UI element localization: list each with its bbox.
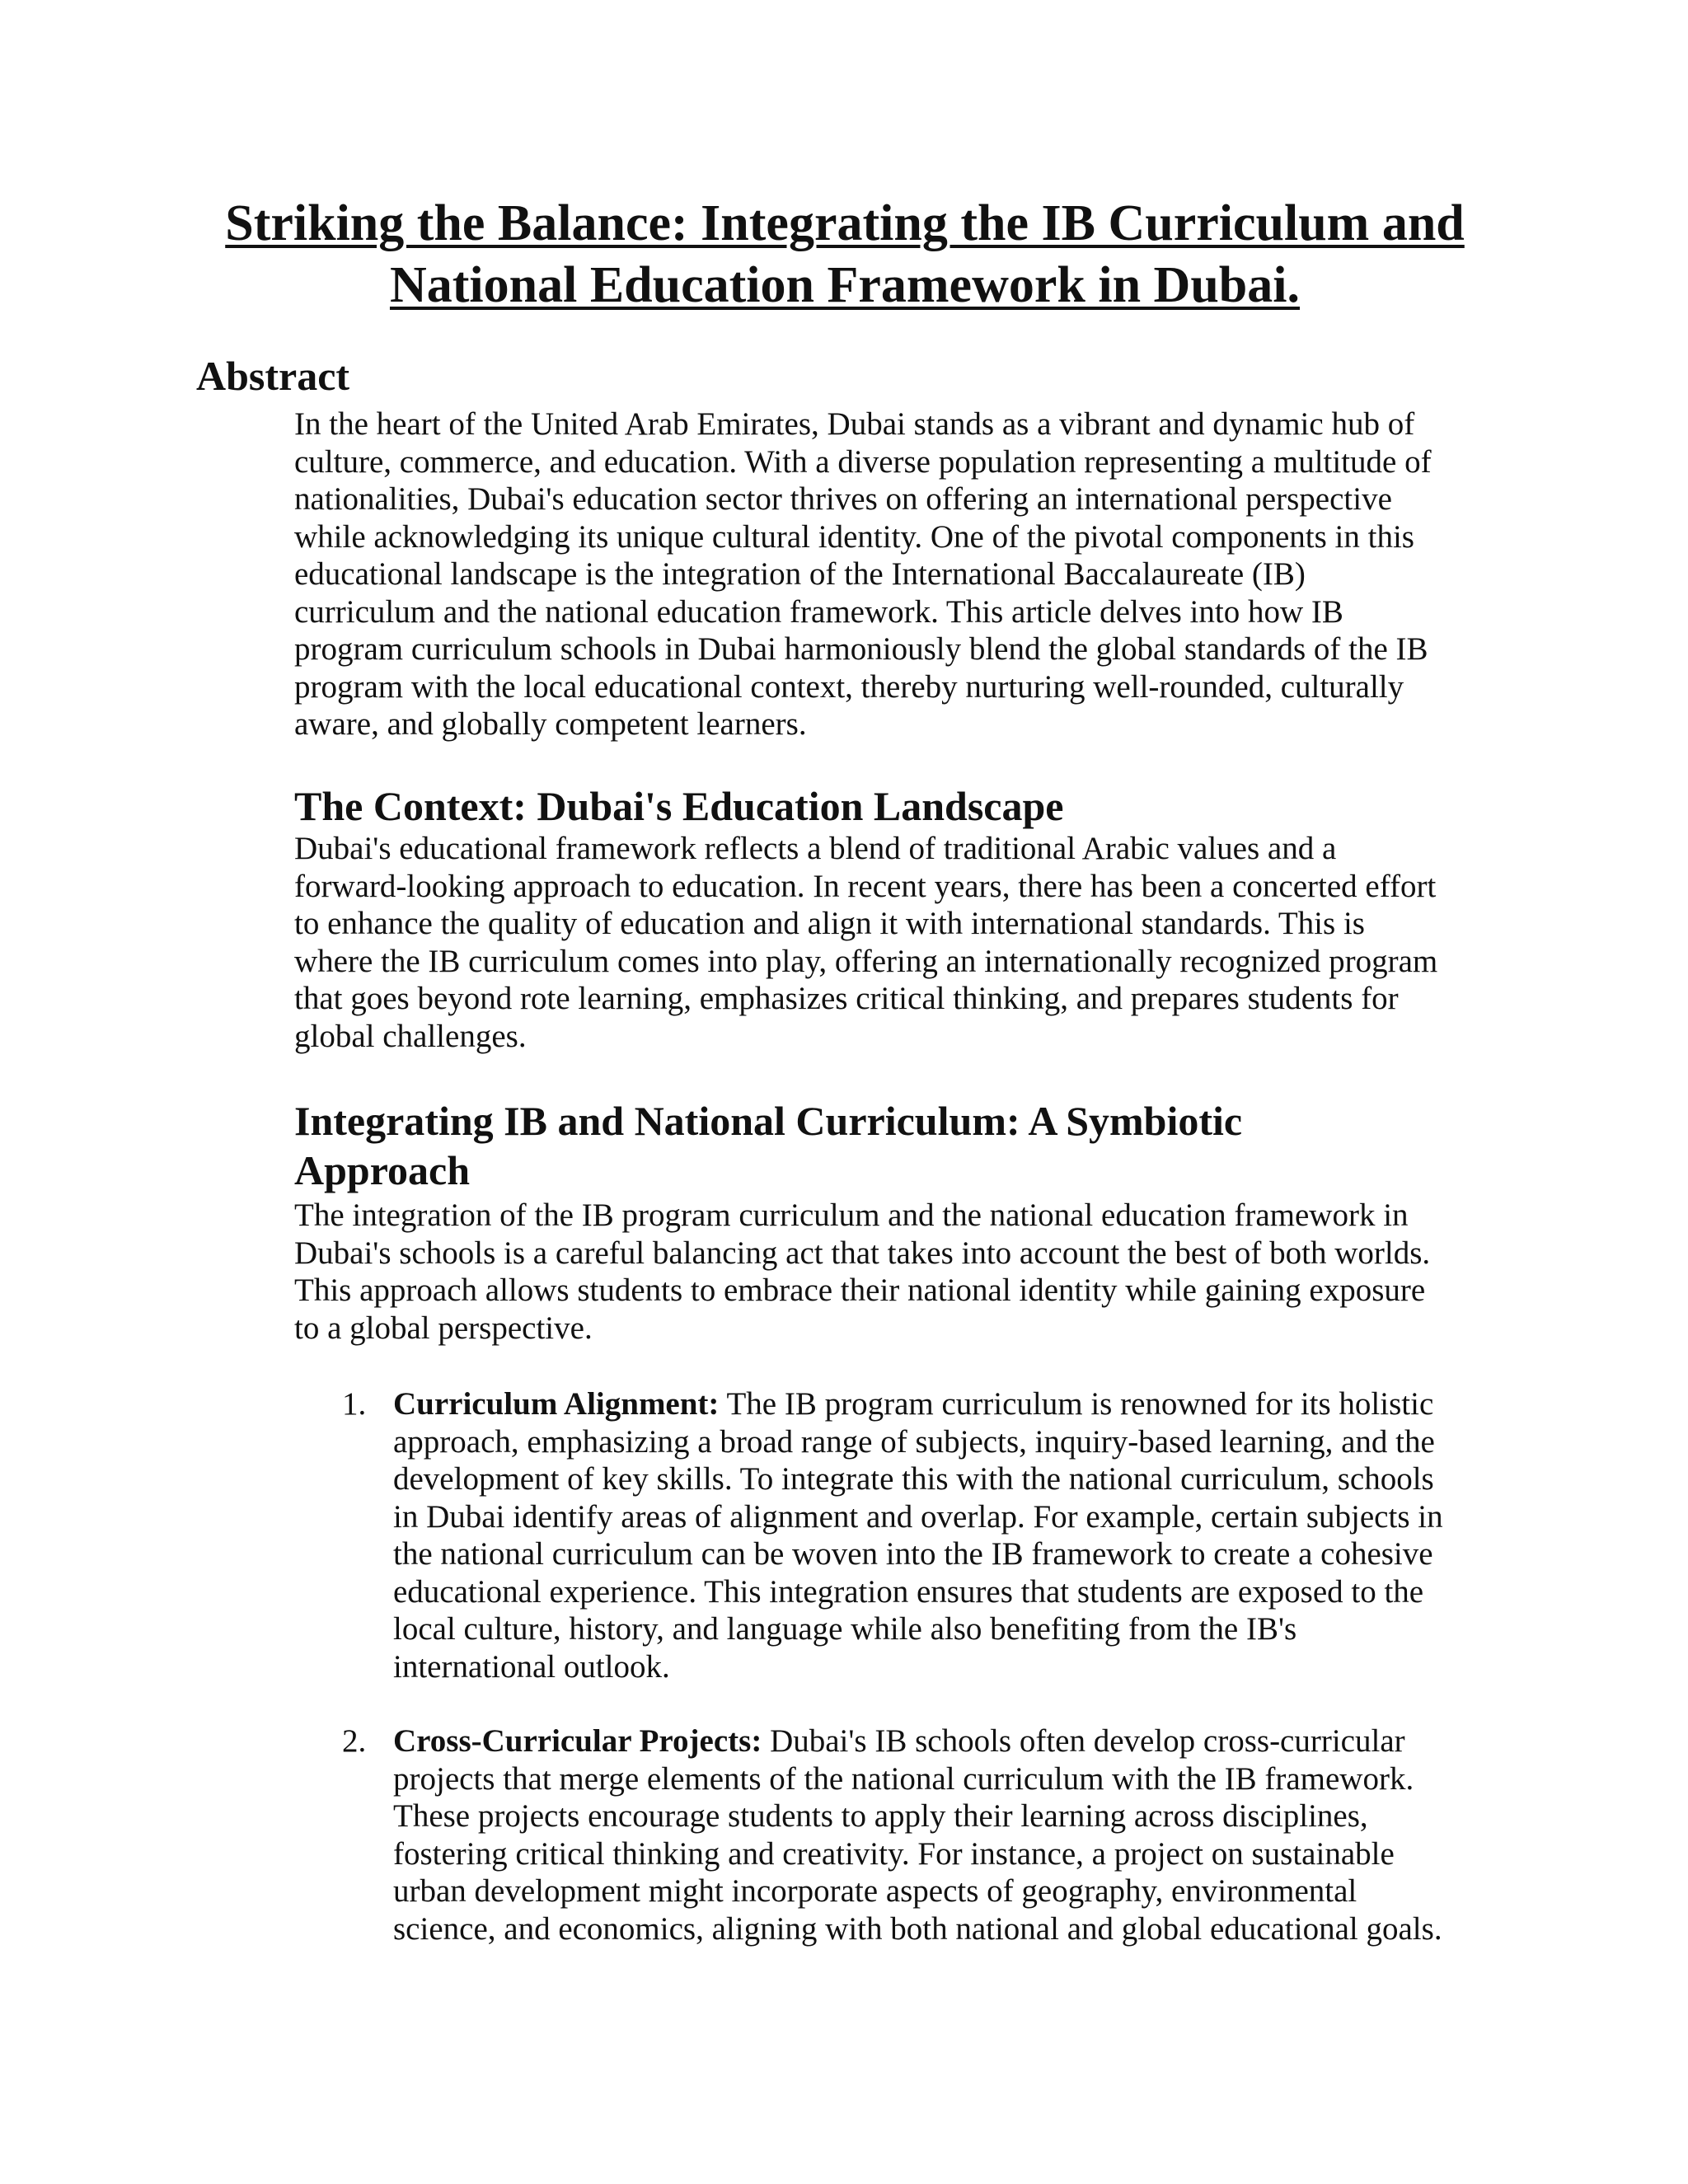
text-line: science, and economics, aligning with both national and global educational goals.: [393, 1910, 1442, 1947]
heading-line: Approach: [294, 1147, 471, 1193]
text-line: culture, commerce, and education. With a diverse population representing a multitude of: [294, 443, 1432, 480]
text-line: local culture, history, and language while also benefiting from the IB's: [393, 1611, 1297, 1647]
text-line: The integration of the IB program curriculum and the national education framework in: [294, 1197, 1409, 1233]
integrating-heading: [294, 1096, 1242, 1195]
text-line: educational experience. This integration ensures that students are exposed to the: [393, 1573, 1424, 1610]
list-item-body: [393, 1385, 1443, 1685]
text-line: forward-looking approach to education. In recent years, there has been a concerted effort: [294, 868, 1437, 904]
text-line: international outlook.: [393, 1648, 670, 1685]
text-line: curriculum and the national education framework. This article delves into how IB: [294, 593, 1343, 630]
integrating-paragraph: [294, 1197, 1506, 1347]
context-paragraph: [294, 830, 1506, 1055]
title-line: National Education Framework in Dubai.: [389, 257, 1301, 313]
text-line: that goes beyond rote learning, emphasizes critical thinking, and prepares students for: [294, 981, 1399, 1016]
context-heading: [294, 781, 1064, 831]
text-line: nationalities, Dubai's education sector thrives on offering an international perspective: [294, 481, 1392, 517]
document-title: [190, 193, 1500, 316]
text-line: In the heart of the United Arab Emirates, Dubai stands as a vibrant and dynamic hub of: [294, 406, 1415, 442]
text-line: projects that merge elements of the national curriculum with the IB framework.: [393, 1760, 1414, 1797]
list-item-body: [393, 1722, 1442, 1947]
heading-line: Integrating IB and National Curriculum: A Symbiotic: [294, 1098, 1243, 1144]
heading-line: The Context: Dubai's Education Landscape: [294, 783, 1064, 829]
text-line: urban development might incorporate aspects of geography, environmental: [393, 1873, 1357, 1909]
text-line: while acknowledging its unique cultural identity. One of the pivotal components in this: [294, 518, 1414, 555]
text-line: to a global perspective.: [294, 1310, 593, 1346]
abstract-paragraph: [294, 405, 1506, 743]
text-line: educational landscape is the integration of the International Baccalaureate (IB): [294, 556, 1306, 592]
title-line: Striking the Balance: Integrating the IB Curriculum and: [225, 195, 1465, 251]
text-line: These projects encourage students to apply their learning across disciplines,: [393, 1798, 1368, 1834]
list-item-text: The IB program curriculum is renowned for its holistic: [719, 1386, 1434, 1422]
text-line: development of key skills. To integrate this with the national curriculum, schools: [393, 1461, 1434, 1497]
text-line: [393, 1722, 1442, 1760]
list-number: 1.: [342, 1386, 367, 1422]
list-item-label: Curriculum Alignment:: [393, 1386, 720, 1422]
text-line: program with the local educational context, thereby nurturing well-rounded, culturally: [294, 668, 1404, 705]
text-line: where the IB curriculum comes into play, offering an internationally recognized program: [294, 943, 1438, 979]
text-line: fostering critical thinking and creativity. For instance, a project on sustainable: [393, 1835, 1395, 1872]
text-line: [393, 1385, 1443, 1423]
list-number: 2.: [342, 1723, 367, 1759]
text-line: approach, emphasizing a broad range of subjects, inquiry-based learning, and the: [393, 1423, 1435, 1460]
abstract-heading: Abstract: [196, 353, 350, 399]
text-line: This approach allows students to embrace their national identity while gaining exposure: [294, 1272, 1426, 1308]
text-line: global challenges.: [294, 1018, 527, 1054]
list-item-text: Dubai's IB schools often develop cross-curricular: [762, 1723, 1405, 1759]
text-line: the national curriculum can be woven into the IB framework to create a cohesive: [393, 1536, 1433, 1572]
text-line: Dubai's schools is a careful balancing act that takes into account the best of both worlds.: [294, 1235, 1431, 1271]
list-item-label: Cross-Curricular Projects:: [393, 1723, 762, 1759]
text-line: aware, and globally competent learners.: [294, 706, 807, 742]
text-line: to enhance the quality of education and align it with international standards. This is: [294, 906, 1365, 941]
text-line: in Dubai identify areas of alignment and overlap. For example, certain subjects in: [393, 1498, 1443, 1535]
text-line: Dubai's educational framework reflects a blend of traditional Arabic values and a: [294, 831, 1337, 866]
text-line: program curriculum schools in Dubai harmoniously blend the global standards of the IB: [294, 631, 1428, 667]
